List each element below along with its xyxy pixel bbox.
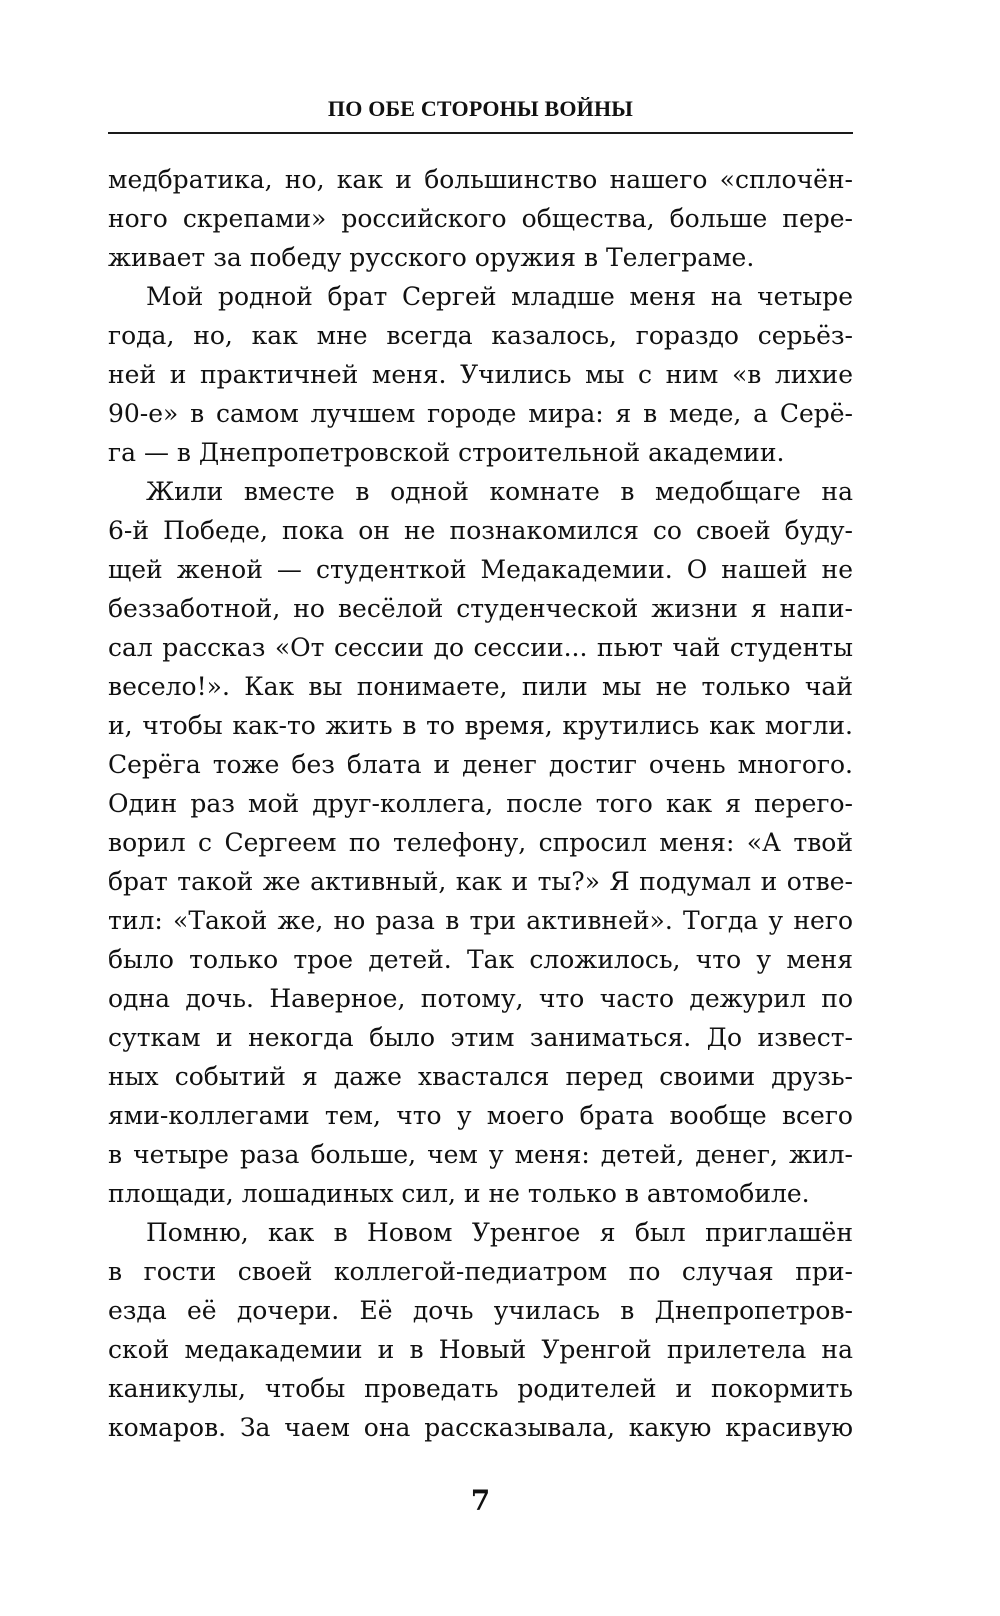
paragraph-1: [108, 160, 853, 277]
text-line: ней и практичней меня. Учились мы с ним «в лихие: [108, 360, 853, 389]
text-line: Помню, как в Новом Уренгое я был приглашён: [146, 1218, 853, 1247]
running-title: ПО ОБЕ СТОРОНЫ ВОЙНЫ: [327, 96, 634, 121]
text-line: брат такой же активный, как и ты?» Я подумал и отве-: [108, 867, 853, 896]
paragraph-4: [108, 1213, 853, 1447]
text-line: ями-коллегами тем, что у моего брата вообще всего: [108, 1101, 853, 1130]
text-line: тил: «Такой же, но раза в три активней». Тогда у него: [108, 906, 853, 935]
text-line: Мой родной брат Сергей младше меня на четыре: [146, 282, 853, 311]
text-line: Один раз мой друг-коллега, после того как я перего-: [108, 789, 853, 818]
text-line: ской медакадемии и в Новый Уренгой прилетела на: [108, 1335, 853, 1364]
text-line: ного скрепами» российского общества, больше пере-: [108, 204, 853, 233]
paragraph-3: [108, 472, 853, 1213]
header-rule: [108, 132, 853, 134]
text-line: комаров. За чаем она рассказывала, какую красивую: [108, 1413, 853, 1442]
text-line: ных событий я даже хвастался перед своими друзь-: [108, 1062, 853, 1091]
text-line: площади, лошадиных сил, и не только в автомобиле.: [108, 1179, 810, 1208]
text-line: каникулы, чтобы проведать родителей и покормить: [108, 1374, 853, 1403]
text-line: в четыре раза больше, чем у меня: детей, денег, жил-: [108, 1140, 853, 1169]
text-line: ворил с Сергеем по телефону, спросил меня: «А твой: [108, 828, 853, 857]
text-line: было только трое детей. Так сложилось, что у меня: [108, 945, 853, 974]
page-number: 7: [470, 1484, 491, 1517]
text-line: сал рассказ «От сессии до сессии... пьют чай студенты: [108, 633, 853, 662]
text-line: живает за победу русского оружия в Телеграме.: [108, 243, 755, 272]
text-line: Серёга тоже без блата и денег достиг очень многого.: [108, 750, 853, 779]
text-line: 6-й Победе, пока он не познакомился со своей буду-: [108, 516, 853, 545]
text-line: беззаботной, но весёлой студенческой жизни я напи-: [108, 594, 853, 623]
text-line: медбратика, но, как и большинство нашего «сплочён-: [108, 165, 853, 194]
paragraph-2: [108, 277, 853, 472]
body-text: [108, 160, 853, 1447]
text-line: одна дочь. Наверное, потому, что часто дежурил по: [108, 984, 853, 1013]
text-line: щей женой — студенткой Медакадемии. О нашей не: [108, 555, 853, 584]
text-line: года, но, как мне всегда казалось, гораздо серьёз-: [108, 321, 853, 350]
text-line: весело!». Как вы понимаете, пили мы не только чай: [108, 672, 853, 701]
text-line: 90-е» в самом лучшем городе мира: я в меде, а Серё-: [108, 399, 853, 428]
text-line: га — в Днепропетровской строительной академии.: [108, 438, 785, 467]
text-line: в гости своей коллегой-педиатром по случая при-: [108, 1257, 853, 1286]
text-line: Жили вместе в одной комнате в медобщаге на: [146, 477, 853, 506]
text-line: суткам и некогда было этим заниматься. До извест-: [108, 1023, 853, 1052]
text-line: езда её дочери. Её дочь училась в Днепропетров-: [108, 1296, 853, 1325]
text-line: и, чтобы как-то жить в то время, крутились как могли.: [108, 711, 853, 740]
